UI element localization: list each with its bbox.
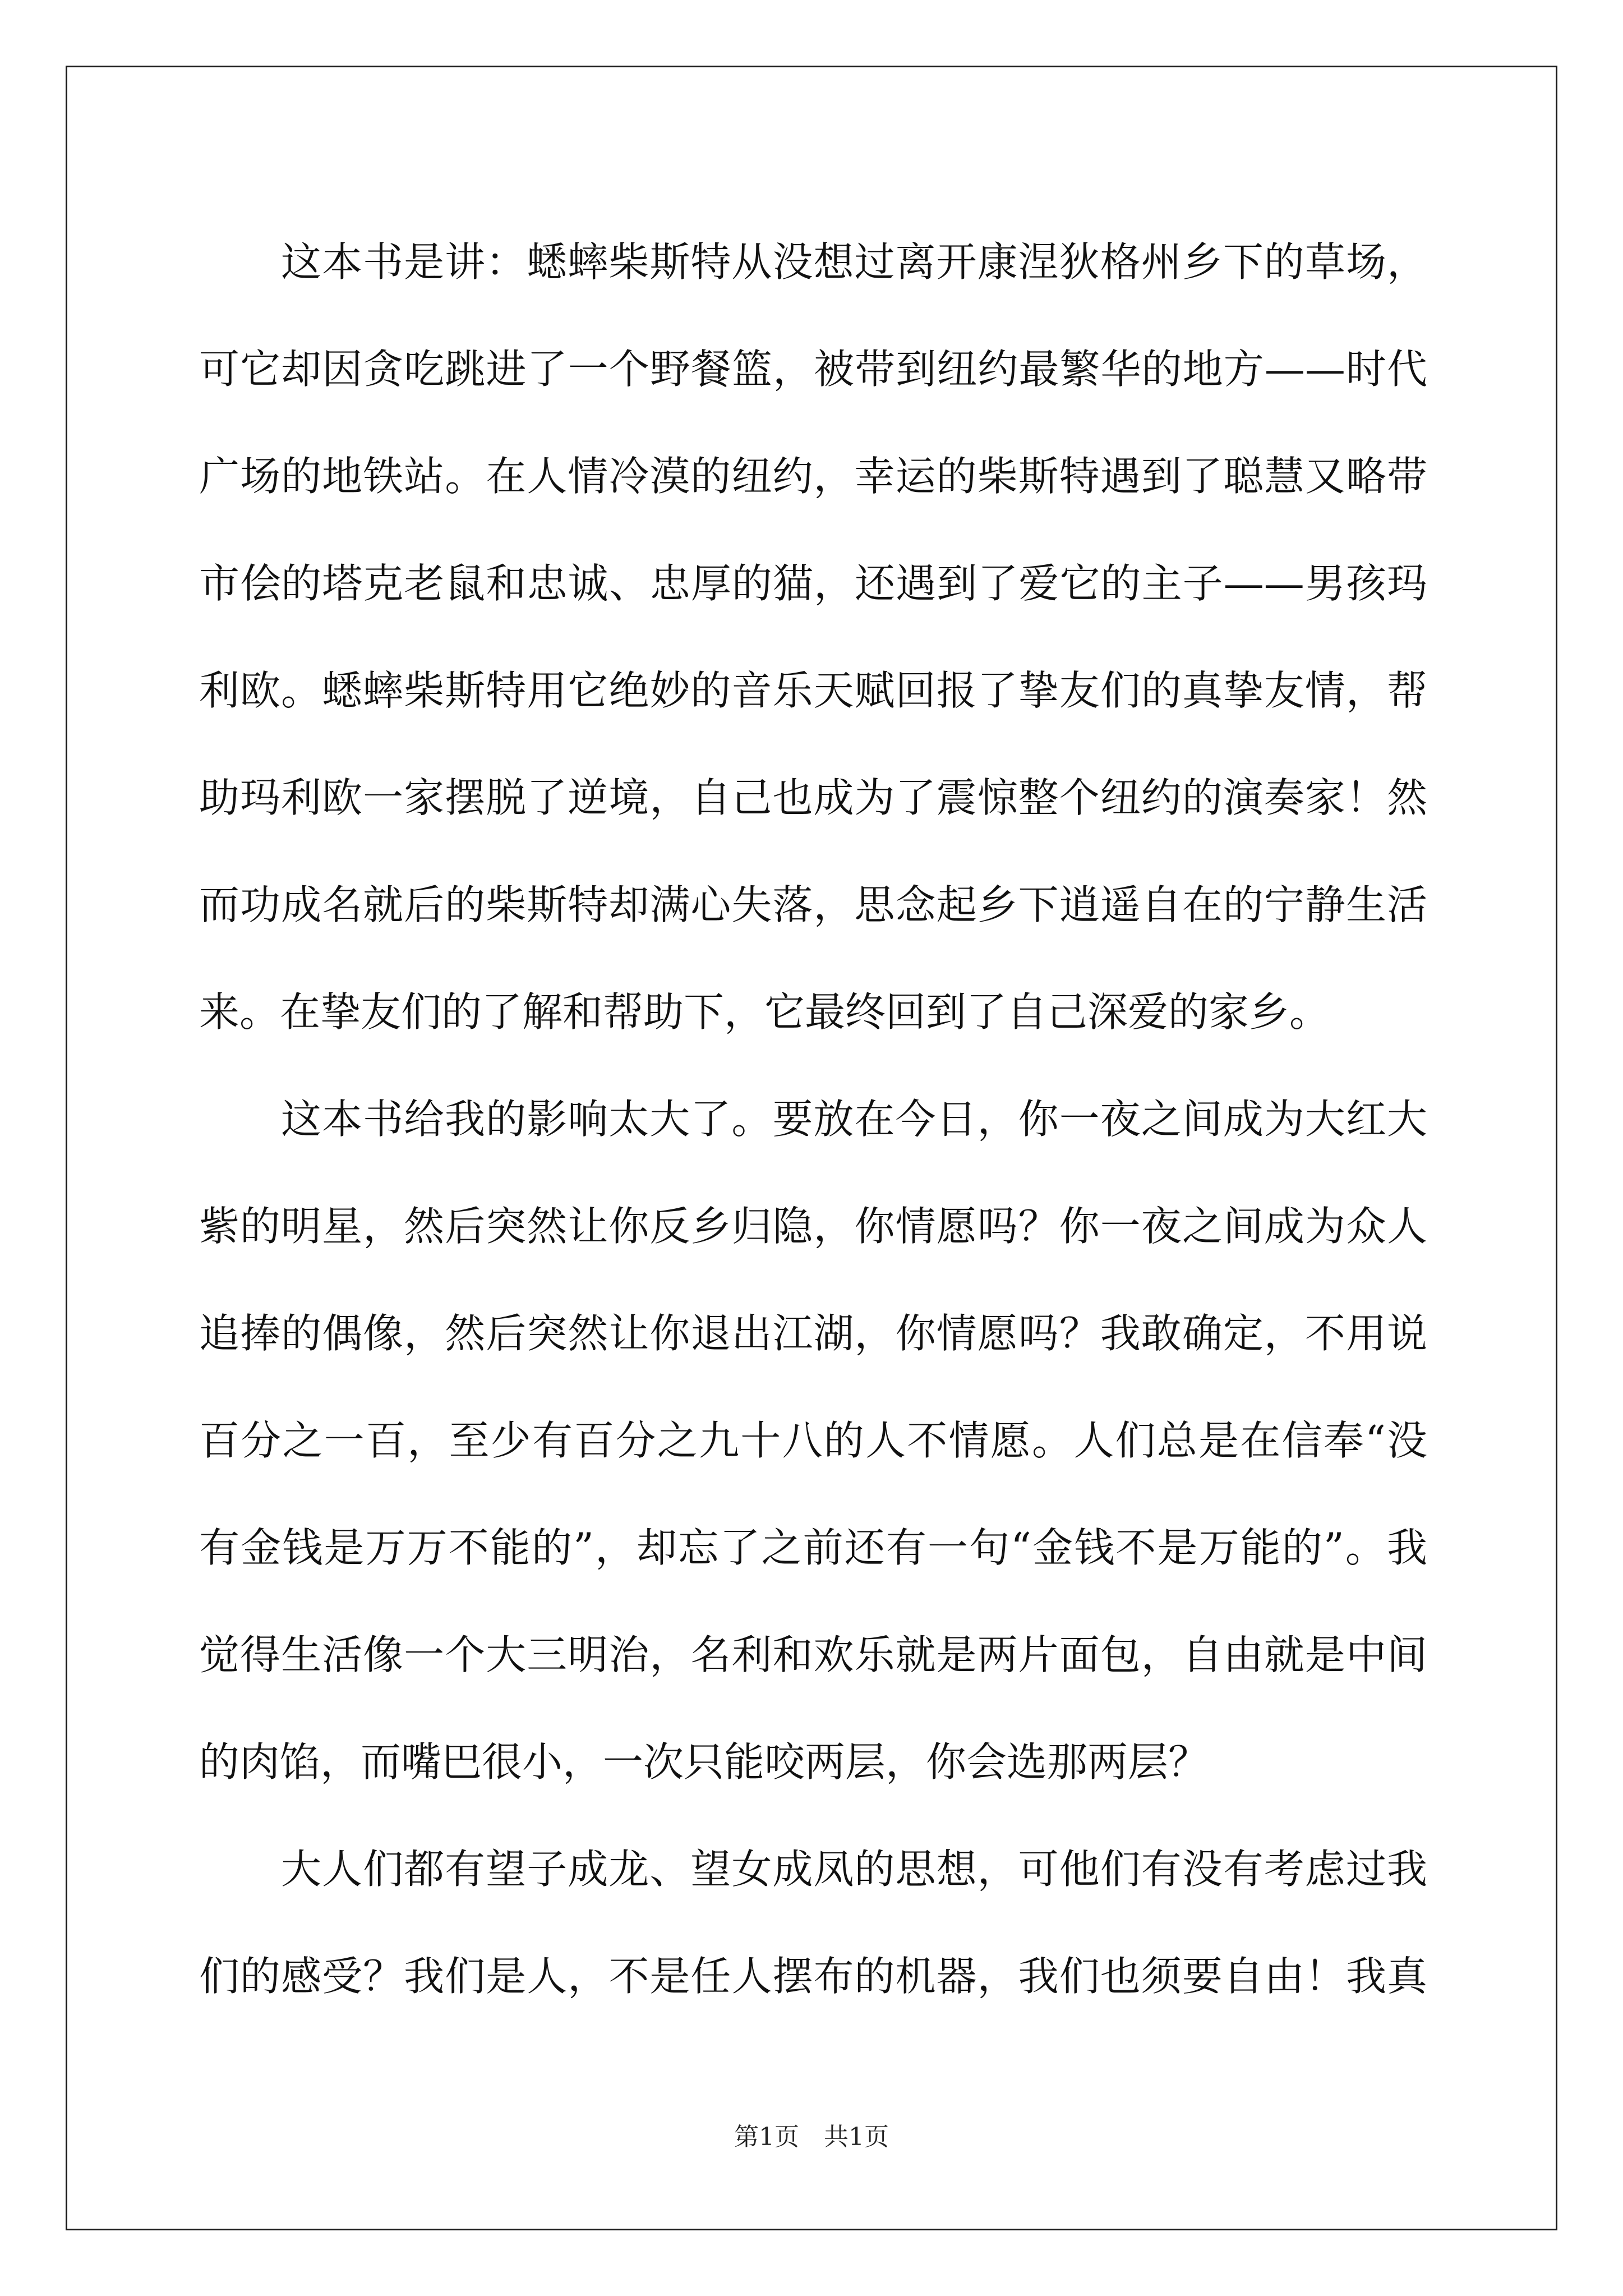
page-footer: 第1页 共1页 <box>734 2123 889 2151</box>
text-line: 们的感受？我们是人，不是任人摆布的机器，我们也须要自由！我真 <box>199 1953 1427 2000</box>
text-line: 追捧的偶像，然后突然让你退出江湖，你情愿吗？我敢确定，不用说 <box>199 1310 1427 1357</box>
text-line: 有金钱是万万不能的”，却忘了之前还有一句“金钱不是万能的”。我 <box>199 1524 1427 1571</box>
text-line: 的肉馅，而嘴巴很小，一次只能咬两层，你会选那两层？ <box>199 1738 1209 1786</box>
text-line: 利欧。蟋蟀柴斯特用它绝妙的音乐天赋回报了挚友们的真挚友情，帮 <box>199 667 1427 714</box>
text-line: 大人们都有望子成龙、望女成凤的思想，可他们有没有考虑过我 <box>281 1846 1427 1893</box>
text-line: 来。在挚友们的了解和帮助下，它最终回到了自己深爱的家乡。 <box>199 988 1330 1036</box>
text-line: 觉得生活像一个大三明治，名利和欢乐就是两片面包，自由就是中间 <box>199 1631 1427 1678</box>
text-line: 这本书是讲：蟋蟀柴斯特从没想过离开康涅狄格州乡下的草场， <box>281 238 1427 286</box>
text-line: 助玛利欧一家摆脱了逆境，自己也成为了震惊整个纽约的演奏家！然 <box>199 774 1427 821</box>
text-line: 广场的地铁站。在人情冷漠的纽约，幸运的柴斯特遇到了聪慧又略带 <box>199 453 1427 500</box>
text-line: 这本书给我的影响太大了。要放在今日，你一夜之间成为大红大 <box>281 1096 1427 1143</box>
text-line: 而功成名就后的柴斯特却满心失落，思念起乡下逍遥自在的宁静生活 <box>199 881 1427 928</box>
text-line: 紫的明星，然后突然让你反乡归隐，你情愿吗？你一夜之间成为众人 <box>199 1203 1427 1250</box>
text-line: 百分之一百，至少有百分之九十八的人不情愿。人们总是在信奉“没 <box>199 1417 1427 1464</box>
document-body <box>199 209 1427 2030</box>
text-line: 市侩的塔克老鼠和忠诚、忠厚的猫，还遇到了爱它的主子——男孩玛 <box>199 560 1427 607</box>
text-line: 可它却因贪吃跳进了一个野餐篮，被带到纽约最繁华的地方——时代 <box>199 346 1427 393</box>
